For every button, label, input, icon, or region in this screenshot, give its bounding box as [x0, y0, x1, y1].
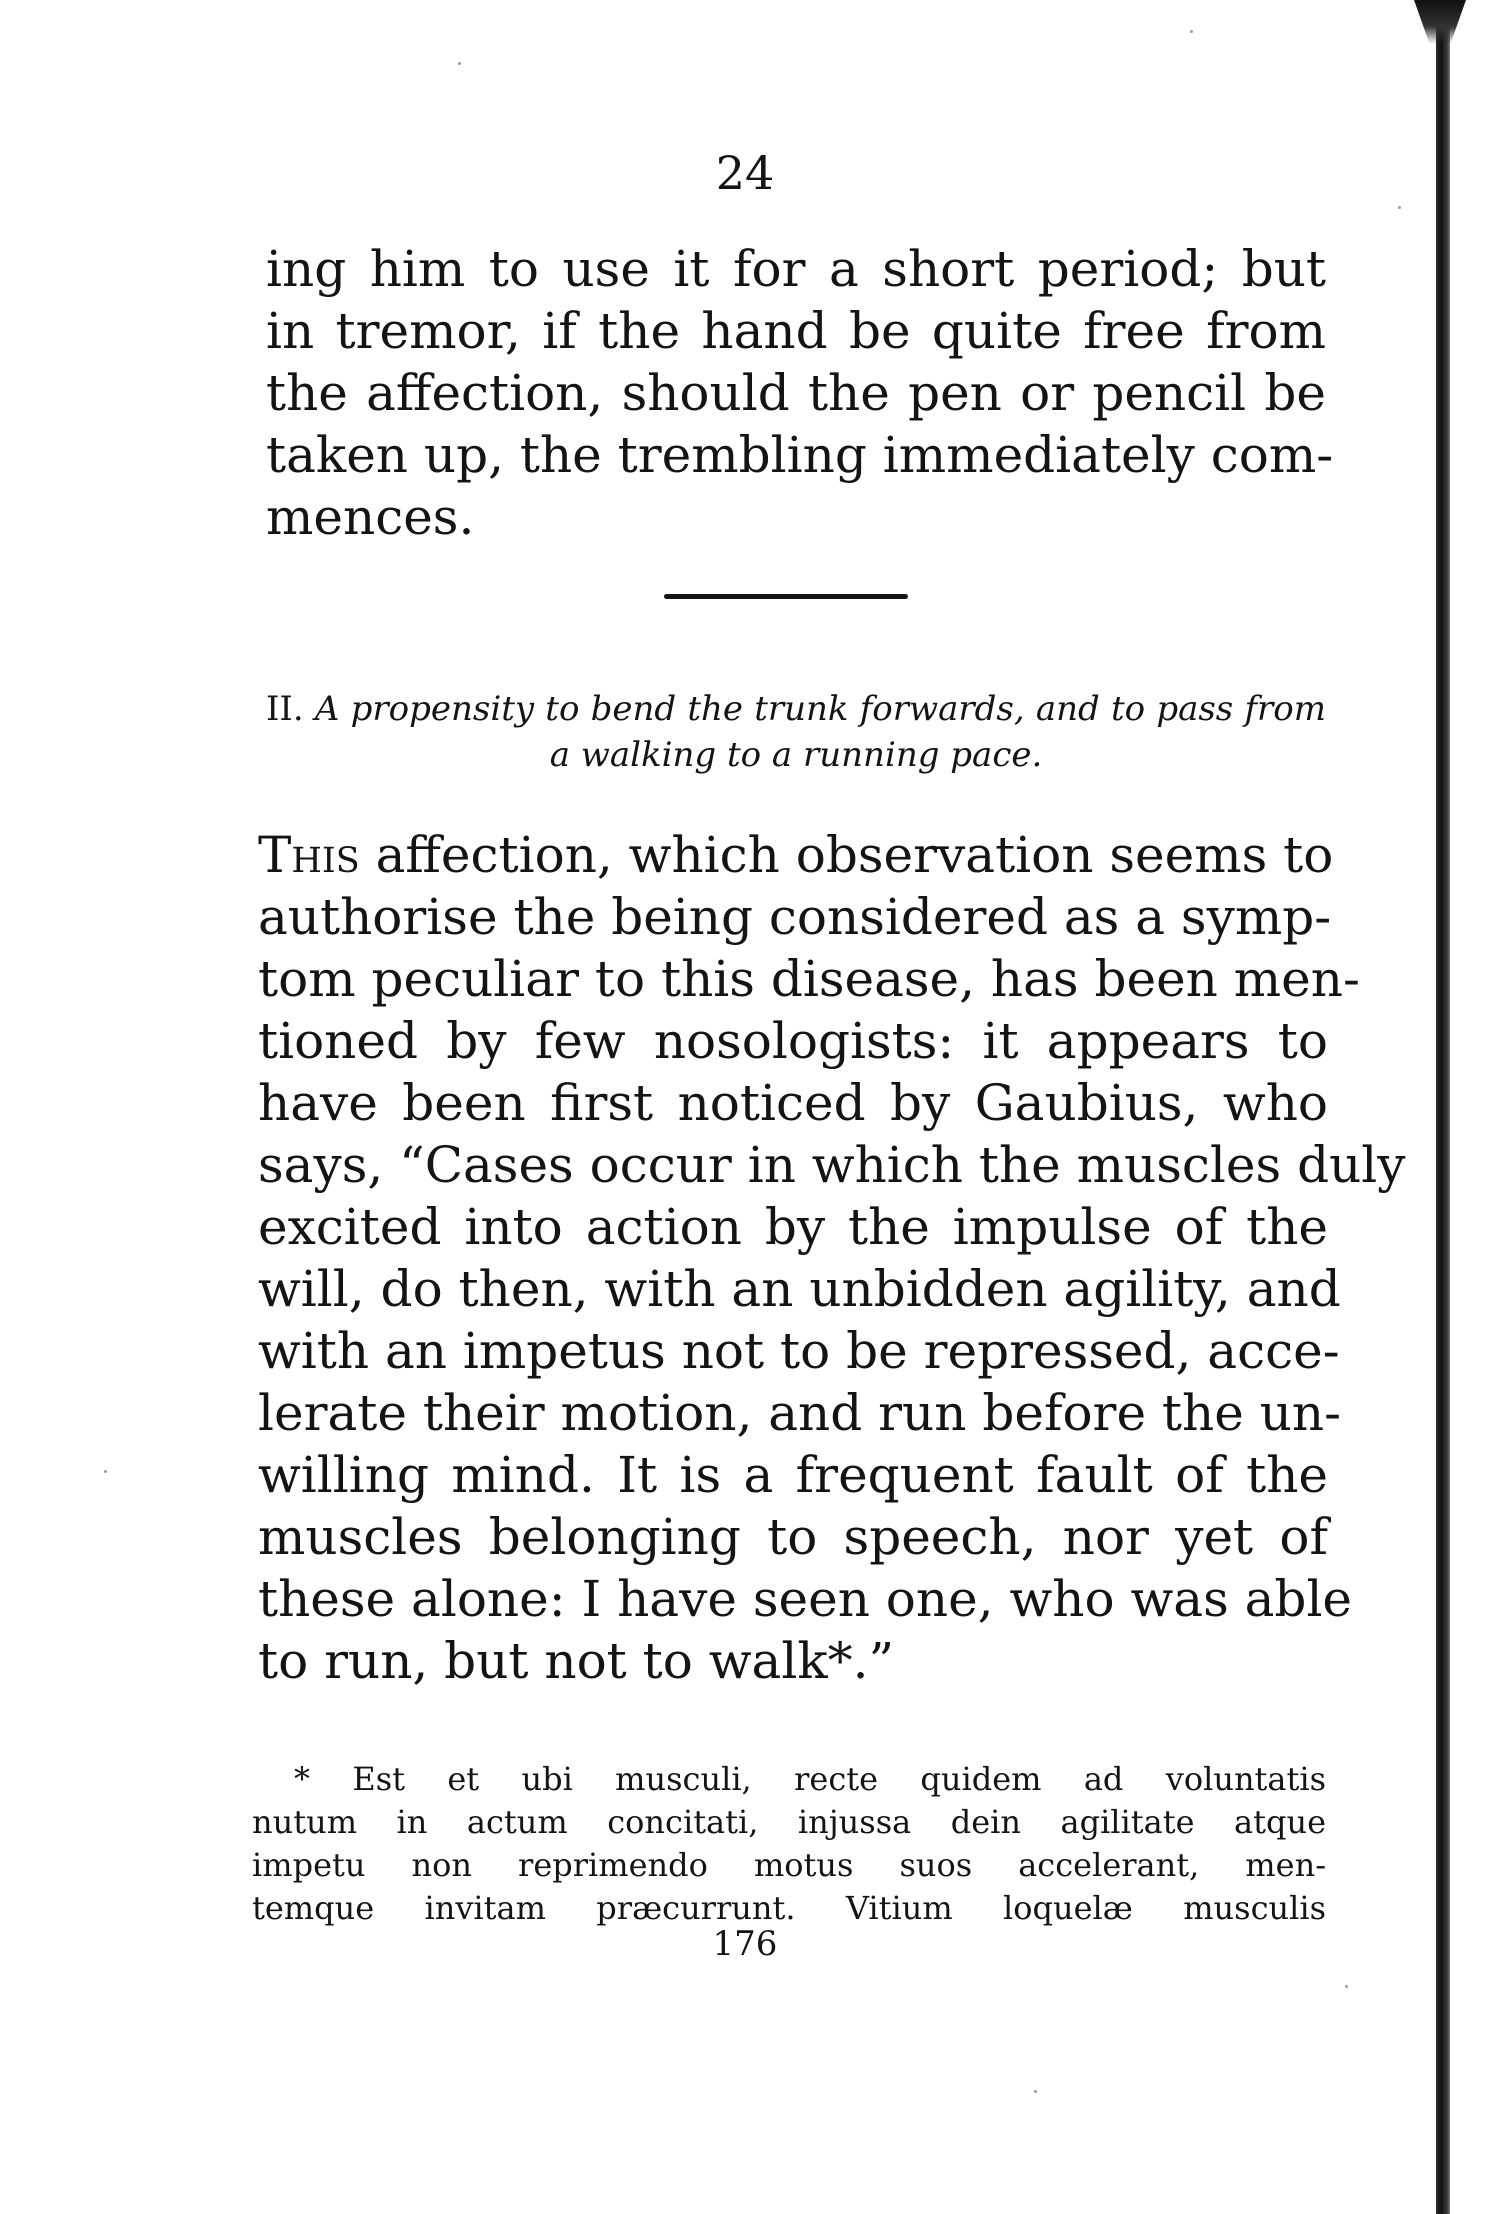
text-line: mences.	[266, 488, 475, 546]
footnote-line: nutum in actum concitati, injussa dein agilitate atque	[252, 1803, 1326, 1841]
paper-speck	[1345, 1985, 1348, 1988]
text-line: willing mind. It is a frequent fault of the	[258, 1446, 1328, 1504]
paper-speck	[1190, 30, 1193, 33]
paragraph-main	[258, 824, 1406, 1692]
binding-edge	[1436, 0, 1450, 2214]
section-heading-line: a walking to a running pace.	[549, 735, 1043, 775]
text-line: tioned by few nosologists: it appears to	[258, 1012, 1328, 1070]
section-heading	[266, 686, 1326, 778]
footnote	[252, 1758, 1326, 1930]
text-line: with an impetus not to be repressed, acce-	[258, 1322, 1340, 1380]
text-line: excited into action by the impulse of the	[258, 1198, 1328, 1256]
text-line: tom peculiar to this disease, has been men-	[258, 950, 1360, 1008]
text-line: the affection, should the pen or pencil be	[266, 364, 1326, 422]
text-line: ing him to use it for a short period; but	[266, 240, 1326, 298]
drop-word: This	[258, 826, 360, 884]
footnote-line: impetu non reprimendo motus suos accelerant, men-	[252, 1846, 1326, 1884]
section-heading-text: A propensity to bend the trunk forwards, and to pass from	[314, 689, 1326, 729]
text-line: lerate their motion, and run before the un-	[258, 1384, 1342, 1442]
text-line: in tremor, if the hand be quite free from	[266, 302, 1326, 360]
paragraph-continued	[266, 238, 1334, 548]
page-number: 24	[715, 146, 775, 200]
binding-corner	[1414, 0, 1466, 44]
text-line: to run, but not to walk*.”	[258, 1632, 895, 1690]
text-line: these alone: I have seen one, who was able	[258, 1570, 1353, 1628]
text-line: will, do then, with an unbidden agility, and	[258, 1260, 1341, 1318]
paper-speck	[1398, 206, 1401, 209]
section-heading-line	[266, 686, 1326, 732]
paper-speck	[458, 62, 461, 65]
text-line: authorise the being considered as a symp-	[258, 888, 1332, 946]
signature-mark: 176	[712, 1924, 778, 1964]
text-line: This affection, which observation seems to	[258, 826, 1334, 884]
text-line: taken up, the trembling immediately com-	[266, 426, 1334, 484]
paper-speck	[1034, 2090, 1037, 2093]
footnote-line: temque invitam præcurrunt. Vitium loquelæ musculis	[252, 1889, 1326, 1927]
text-line: muscles belonging to speech, nor yet of	[258, 1508, 1328, 1566]
text-line: have been first noticed by Gaubius, who	[258, 1074, 1328, 1132]
paper-speck	[104, 1470, 107, 1473]
footnote-line: * Est et ubi musculi, recte quidem ad voluntatis	[294, 1760, 1326, 1798]
section-divider-rule	[664, 594, 908, 599]
text-line: says, “Cases occur in which the muscles duly	[258, 1136, 1406, 1194]
section-numeral: II.	[266, 689, 304, 729]
